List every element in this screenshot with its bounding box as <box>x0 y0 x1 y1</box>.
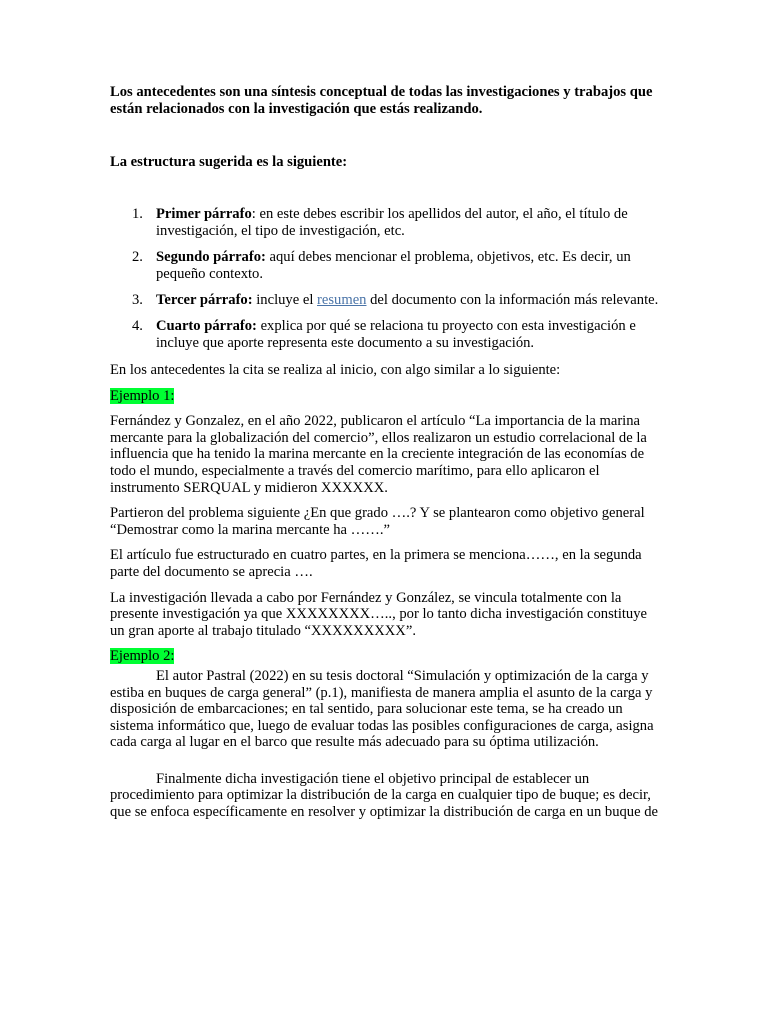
example-2-label: Ejemplo 2: <box>110 648 175 665</box>
examples-section <box>110 362 662 830</box>
list-term: Segundo párrafo: <box>156 249 266 265</box>
cite-intro-paragraph: En los antecedentes la cita se realiza al inicio, con algo similar a lo siguiente: <box>110 362 561 378</box>
list-number: 3. <box>132 292 143 308</box>
document-page <box>110 84 662 821</box>
structure-list <box>110 206 662 361</box>
example-1-label-line <box>110 388 662 405</box>
list-number: 4. <box>132 318 143 334</box>
list-item <box>110 206 662 240</box>
list-text: del documento con la información más relevante. <box>366 292 659 308</box>
list-term: Primer párrafo <box>156 206 252 222</box>
example-1-paragraph: Partieron del problema siguiente ¿En que grado ….? Y se plantearon como objetivo general “Demostrar como la marina mercante ha …….” <box>110 505 645 538</box>
example-1-paragraph: El artículo fue estructurado en cuatro partes, en la primera se menciona……, en la segunda parte del documento se aprecia …. <box>110 547 642 580</box>
example-2-paragraph <box>110 668 662 751</box>
list-term: Cuarto párrafo: <box>156 318 257 334</box>
list-number: 1. <box>132 206 143 222</box>
example-2-paragraph-text: El autor Pastral (2022) en su tesis doctoral “Simulación y optimización de la carga y estiba en buques de carga general” (p.1), manifiesta de manera amplia el asunto de la carga y disposición de embarcaciones; en tal sentido, para solucionar este tema, se ha creado un sistema informático que, luego de evaluar todas las posibles configuraciones de carga, asigna cada carga al lugar en el barco que resulte más adecuado para su óptima utilización. <box>110 667 654 751</box>
structure-heading: La estructura sugerida es la siguiente: <box>110 154 348 170</box>
example-2-label-line <box>110 648 662 665</box>
list-item <box>110 318 662 352</box>
example-2-paragraph <box>110 771 662 821</box>
list-item <box>110 249 662 283</box>
list-term: Tercer párrafo: <box>156 292 253 308</box>
example-1-label: Ejemplo 1: <box>110 387 175 404</box>
resumen-link[interactable]: resumen <box>317 292 367 308</box>
example-1-paragraph: Fernández y Gonzalez, en el año 2022, publicaron el artículo “La importancia de la marina mercante para la globalización del comercio”, ellos realizaron un estudio correlacional de la influencia que ha tenido la marina mercante en la creciente integración de las economías de todo el mundo, especialmente a través del comercio marítimo, para ello aplicaron el instrumento SERQUAL y midieron XXXXXX. <box>110 413 647 496</box>
list-text: : en este debes escribir los apellidos del autor, el año, el título de investigación, el tipo de investigación, etc. <box>156 206 628 239</box>
intro-paragraph: Los antecedentes son una síntesis conceptual de todas las investigaciones y trabajos que están relacionados con la investigación que estás realizando. <box>110 84 653 117</box>
example-1-paragraph: La investigación llevada a cabo por Fernández y González, se vincula totalmente con la presente investigación ya que XXXXXXXX….., por lo tanto dicha investigación constituye un gran aporte al trabajo titulado “XXXXXXXXX”. <box>110 589 648 639</box>
list-text: aquí debes mencionar el problema, objetivos, etc. Es decir, un pequeño contexto. <box>156 249 631 282</box>
list-text: explica por qué se relaciona tu proyecto con esta investigación e incluye que aporte representa este documento a su investigación. <box>156 318 636 351</box>
list-text: incluye el <box>252 292 318 308</box>
list-number: 2. <box>132 249 143 265</box>
list-item <box>110 292 662 309</box>
example-2-paragraph-text: Finalmente dicha investigación tiene el objetivo principal de establecer un procedimiento para optimizar la distribución de la carga en cualquier tipo de buque; es decir, que se enfoca específicamente en resolver y optimizar la distribución de carga en un buque de <box>110 770 658 821</box>
